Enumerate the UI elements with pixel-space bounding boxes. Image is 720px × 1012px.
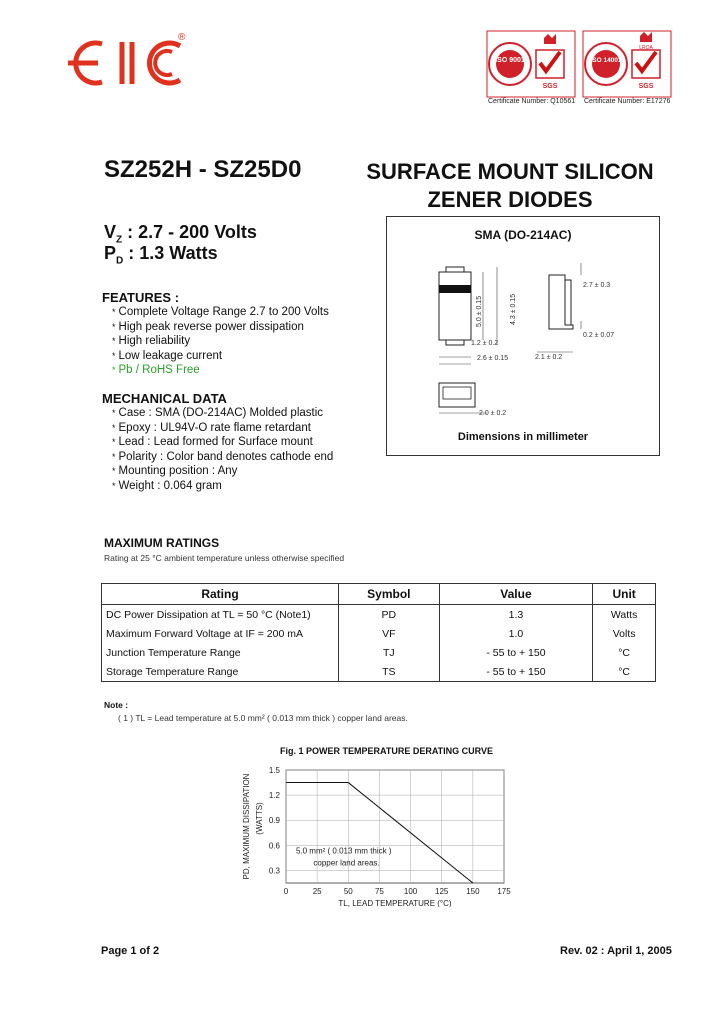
table-row [102,605,656,625]
x-tick-label: 50 [343,887,353,896]
cell-symbol: PD [338,605,439,625]
list-item-text: High reliability [118,335,191,348]
package-drawing [387,217,659,455]
dim-d4: 1.2 ± 0.2 [471,340,499,347]
dim-d8: 2.0 ± 0.2 [479,410,507,417]
cell-rating: Storage Temperature Range [102,662,339,682]
y-tick-label: 0.9 [268,816,280,826]
list-item-text: Low leakage current [118,349,223,362]
dim-d1: 2.7 ± 0.3 [583,282,611,289]
bullet-star: * [112,365,116,376]
list-item [112,406,333,421]
eic-logo-graphic [62,32,192,94]
list-item-text: Case : SMA (DO-214AC) Molded plastic [118,407,324,419]
bullet-star: * [112,321,116,332]
seal1-text: ISO 9001 [495,57,525,64]
x-tick-label: 100 [403,887,418,896]
max-ratings-heading: MAXIMUM RATINGS [104,536,220,550]
list-item [112,479,333,494]
cell-unit: °C [593,643,656,662]
col-symbol: Symbol [338,584,439,605]
chart-annotation-line-1: 5.0 mm² ( 0.013 mm thick ) [295,846,392,856]
package-outline-box [386,216,660,456]
x-tick-label: 125 [435,887,449,896]
seal2-mark: LRQA [639,45,653,51]
col-value: Value [439,584,593,605]
derating-chart [230,742,530,907]
registered-mark: ® [178,32,186,43]
bullet-star: * [112,451,116,462]
list-item [112,334,329,349]
list-item [112,464,333,479]
chart-x-label: TL, LEAD TEMPERATURE (°C) [338,899,452,907]
x-tick-label: 75 [374,887,384,896]
seal1-badge: SGS [542,83,558,90]
cell-symbol: TJ [338,643,439,662]
list-item-text: High peak reverse power dissipation [118,320,304,333]
package-caption: Dimensions in millimeter [457,431,589,443]
cert2-caption: Certificate Number: E17276 [584,98,671,105]
cell-rating: Maximum Forward Voltage at IF = 200 mA [102,624,339,643]
y-tick-label: 0.3 [268,866,280,876]
bullet-star: * [112,422,116,433]
list-item-text: Weight : 0.064 gram [118,479,222,492]
list-item-text: Complete Voltage Range 2.7 to 200 Volts [118,306,329,318]
col-rating: Rating [102,584,339,605]
bullet-star: * [112,350,116,361]
power-dissipation-spec [104,243,218,267]
x-tick-label: 0 [283,887,289,896]
pd-value: : 1.3 Watts [128,243,218,263]
cell-symbol: VF [338,624,439,643]
revision-date: Rev. 02 : April 1, 2005 [560,945,672,957]
list-item [112,450,333,465]
chart-title: Fig. 1 POWER TEMPERATURE DERATING CURVE [280,746,494,756]
cell-symbol: TS [338,662,439,682]
ratings-subtitle: Rating at 25 °C ambient temperature unless otherwise specified [104,553,345,563]
list-item-text: Mounting position : Any [118,465,238,478]
iso-9001-seal-icon [486,30,576,100]
y-tick-label: 1.2 [268,791,280,801]
cell-rating: Junction Temperature Range [102,643,339,662]
cell-unit: Volts [593,624,656,643]
x-tick-label: 150 [466,887,480,896]
seal2-text: ISO 14001 [590,57,622,64]
dim-d6: 2.1 ± 0.2 [535,354,563,361]
cell-value: - 55 to + 150 [439,643,593,662]
chart-y-label-units: (WATTS) [255,802,264,835]
cell-unit: Watts [593,605,656,625]
chart-y-label: PD, MAXIMUM DISSIPATION [242,773,251,880]
pd-symbol: P [104,243,117,263]
cell-unit: °C [593,662,656,682]
y-tick-label: 0.6 [268,841,280,851]
table-row [102,662,656,682]
list-item [112,305,329,320]
page-number: Page 1 of 2 [101,945,160,957]
bullet-star: * [112,437,116,448]
y-tick-label: 1.5 [268,766,280,775]
vz-sub: Z [116,234,123,246]
note-title: Note : [104,700,129,710]
product-description [360,158,660,214]
dim-d3: 4.3 ± 0.15 [510,293,517,325]
x-tick-label: 25 [312,887,322,896]
cell-value: - 55 to + 150 [439,662,593,682]
list-item [112,349,329,364]
note-text: ( 1 ) TL = Lead temperature at 5.0 mm² ( 0.013 mm thick ) copper land areas. [118,713,408,723]
cell-value: 1.0 [439,624,593,643]
cell-value: 1.3 [439,605,593,625]
vz-symbol: V [104,222,117,242]
package-title: SMA (DO-214AC) [474,228,572,242]
table-row [102,624,656,643]
list-item [112,421,333,436]
vz-value: : 2.7 - 200 Volts [127,222,257,242]
company-logo [62,32,192,94]
seal2-badge: SGS [638,83,654,90]
dim-d5: 2.6 ± 0.15 [477,355,509,362]
iso-14001-certificate [582,30,692,120]
dim-d2: 5.0 ± 0.15 [476,295,483,327]
list-item-text: Epoxy : UL94V-O rate flame retardant [118,421,311,434]
chart-canvas [230,742,530,907]
x-tick-label: 175 [497,887,511,896]
table-row [102,643,656,662]
cert1-caption: Certificate Number: Q10561 [488,98,576,105]
col-unit: Unit [593,584,656,605]
cell-rating: DC Power Dissipation at TL = 50 °C (Note1) [102,605,339,625]
bullet-star: * [112,307,116,317]
description-line-2: ZENER DIODES [427,187,593,212]
list-item-text: Lead : Lead formed for Surface mount [118,436,313,449]
list-item-text: Pb / RoHS Free [118,364,200,377]
bullet-star: * [112,466,116,477]
list-item-text: Polarity : Color band denotes cathode end [118,450,334,463]
features-heading: FEATURES : [102,290,180,305]
list-item [112,363,329,378]
pd-sub: D [116,255,124,267]
iso-9001-certificate [486,30,596,120]
dim-d7: 0.2 ± 0.07 [583,332,615,339]
bullet-star: * [112,480,116,491]
features-list [112,305,329,378]
ratings-table [101,583,656,682]
bullet-star: * [112,336,116,347]
ratings-header-row [102,584,656,605]
mechanical-heading: MECHANICAL DATA [102,391,227,406]
list-item [112,435,333,450]
bullet-star: * [112,408,116,418]
list-item [112,320,329,335]
iso-14001-seal-icon [582,30,672,100]
part-number-range: SZ252H - SZ25D0 [104,156,302,183]
mechanical-list [112,406,333,494]
chart-annotation-line-2: copper land areas. [313,858,380,868]
description-line-1: SURFACE MOUNT SILICON [366,159,654,184]
